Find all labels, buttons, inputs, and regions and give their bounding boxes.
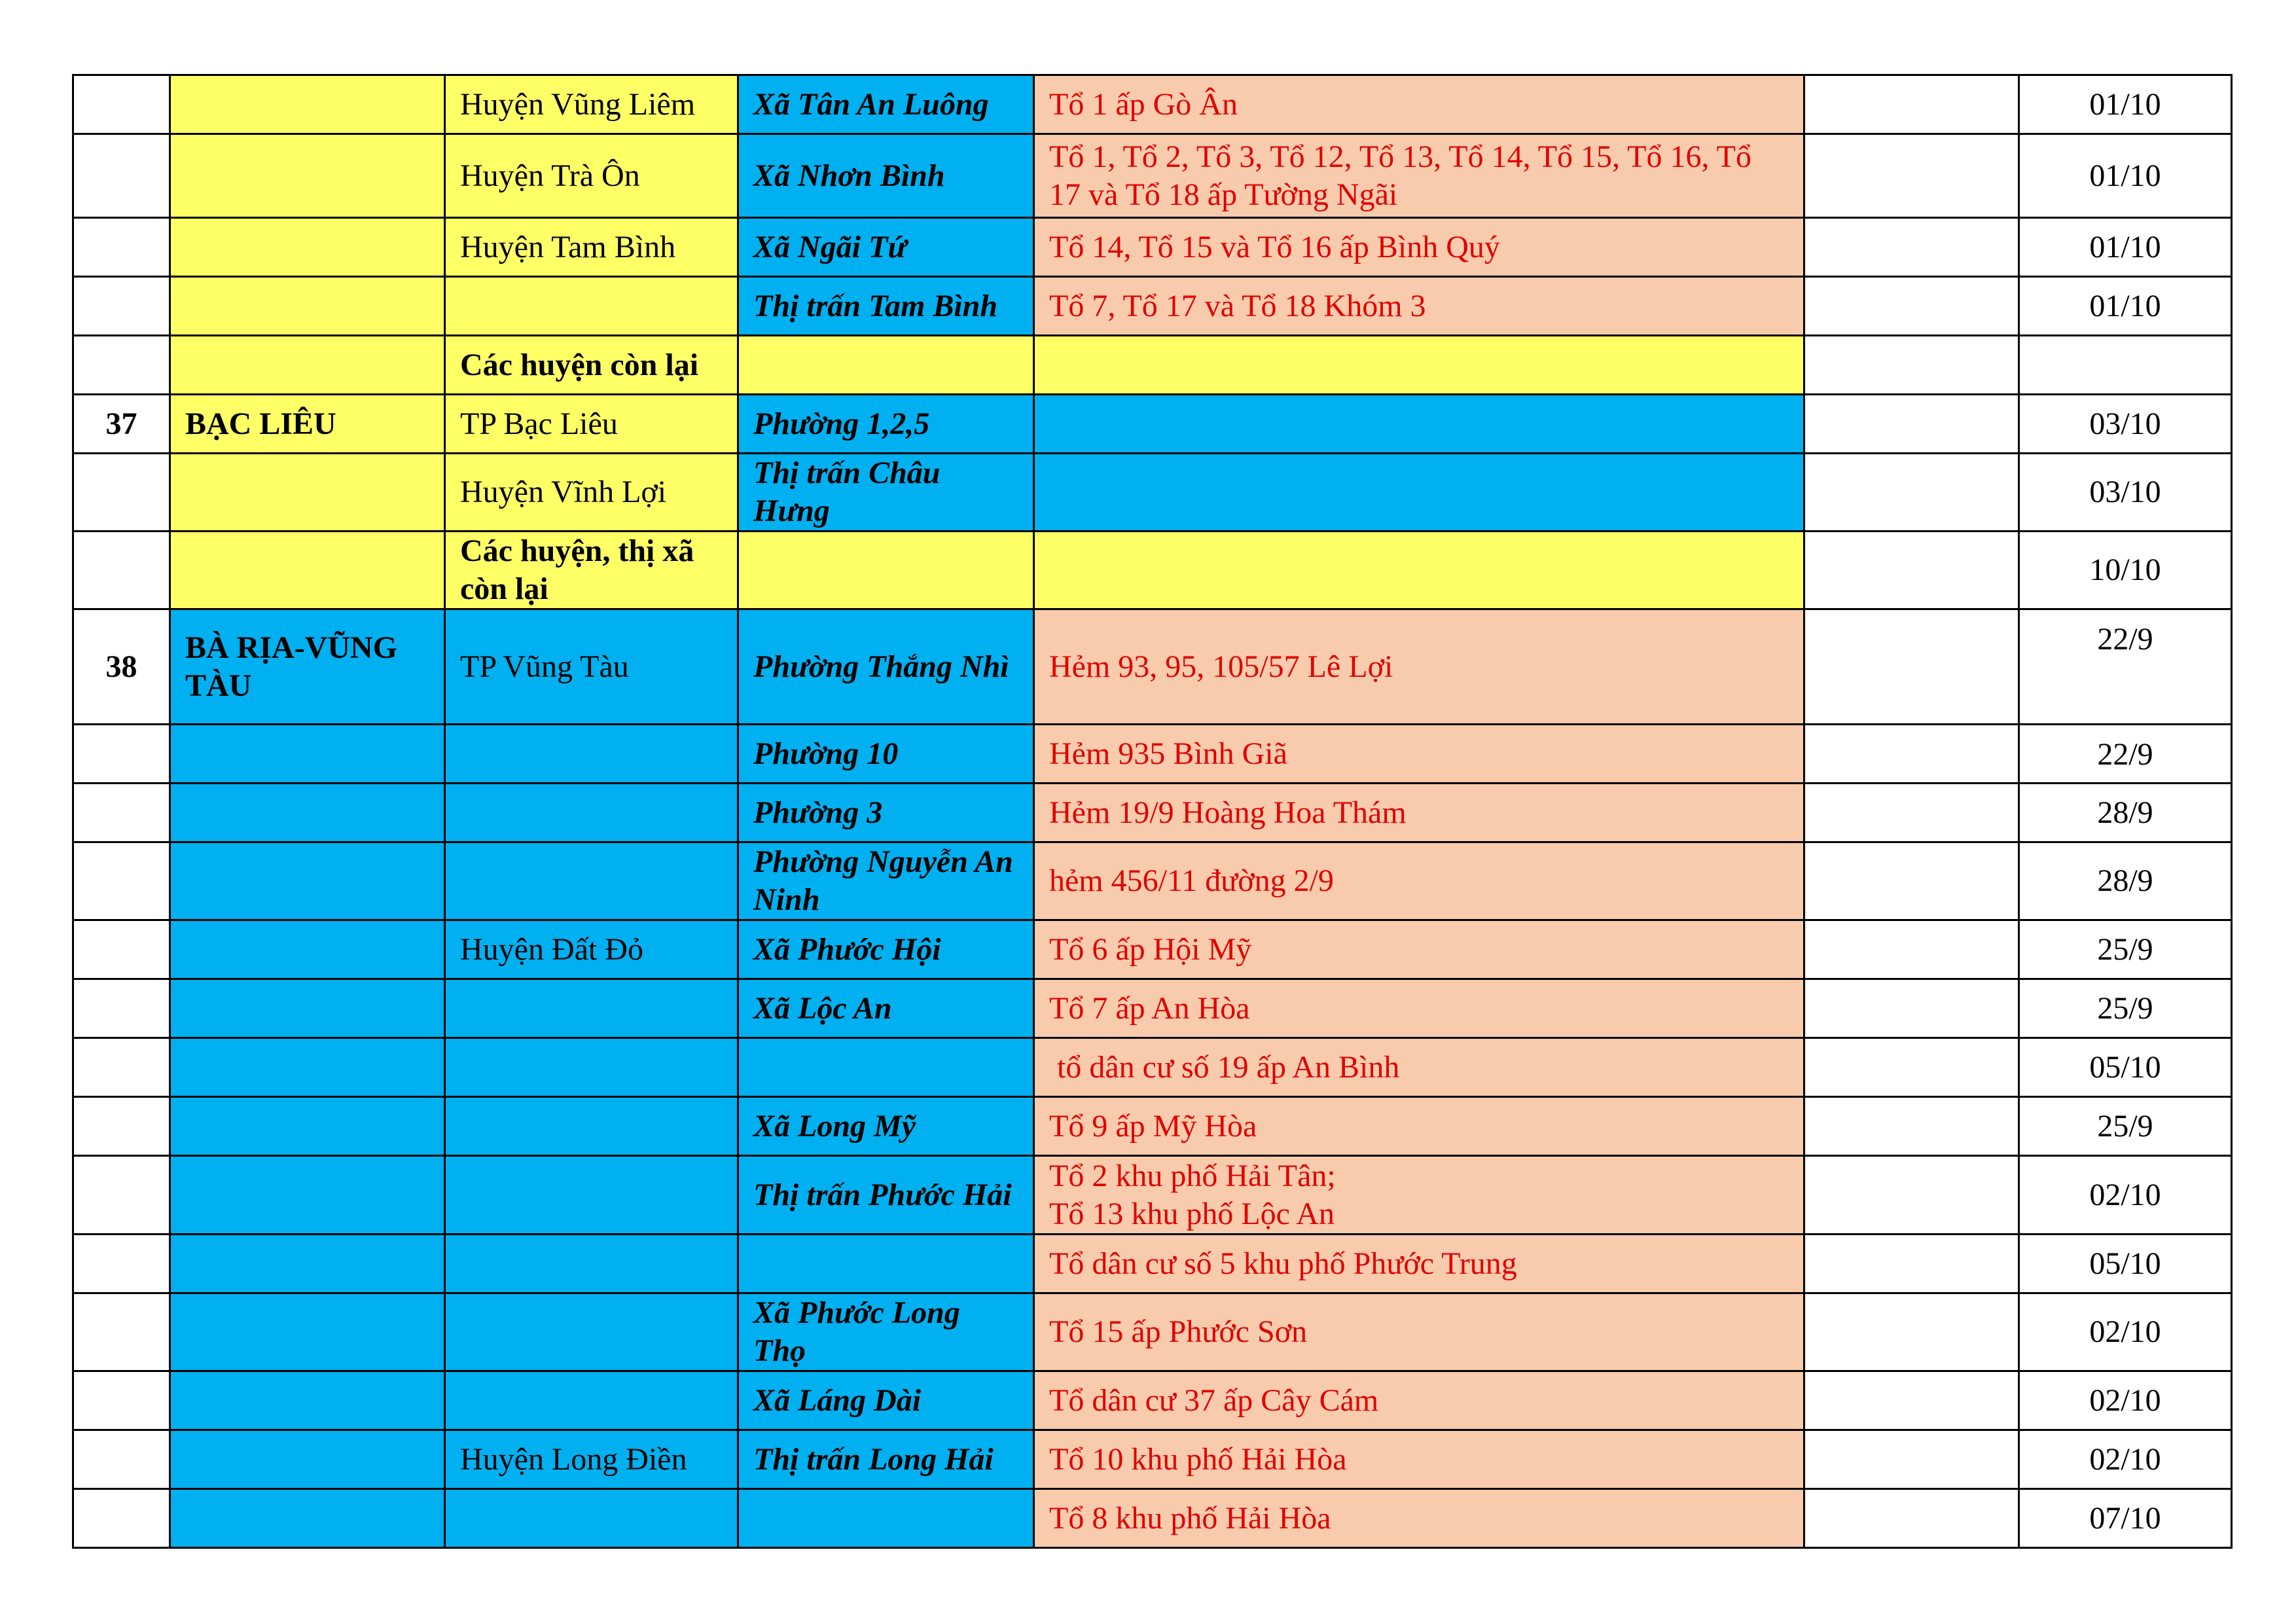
province-cell (170, 1097, 445, 1156)
table-row (73, 1489, 2232, 1548)
date-cell: 01/10 (2019, 218, 2232, 277)
table-row (73, 395, 2232, 454)
stt-cell (73, 532, 170, 609)
province-cell (170, 1156, 445, 1235)
province-cell: BẠC LIÊU (170, 395, 445, 454)
province-cell (170, 454, 445, 532)
ward-cell: Xã Phước Long Thọ (738, 1293, 1034, 1371)
district-cell: Huyện Vũng Liêm (445, 75, 738, 134)
detail-cell: hẻm 456/11 đường 2/9 (1034, 842, 1804, 920)
stt-cell (73, 1293, 170, 1371)
province-cell (170, 75, 445, 134)
note-cell (1804, 395, 2019, 454)
note-cell (1804, 920, 2019, 979)
province-cell (170, 336, 445, 395)
ward-cell: Thị trấn Tam Bình (738, 277, 1034, 336)
date-cell: 25/9 (2019, 1097, 2232, 1156)
ward-cell: Phường 10 (738, 725, 1034, 784)
stt-cell (73, 1038, 170, 1097)
stt-cell (73, 1235, 170, 1293)
ward-cell: Phường 1,2,5 (738, 395, 1034, 454)
stt-cell (73, 336, 170, 395)
detail-cell (1034, 454, 1804, 532)
district-cell: Huyện Tam Bình (445, 218, 738, 277)
province-cell: BÀ RỊA-VŨNG TÀU (170, 609, 445, 725)
detail-line: Tổ 13 khu phố Lộc An (1049, 1196, 1335, 1231)
detail-cell (1034, 1156, 1804, 1235)
locations-table (72, 74, 2233, 1549)
date-cell: 02/10 (2019, 1371, 2232, 1430)
district-cell: Các huyện còn lại (445, 336, 738, 395)
detail-cell: Tổ dân cư số 5 khu phố Phước Trung (1034, 1235, 1804, 1293)
detail-line: Tổ 2 khu phố Hải Tân; (1049, 1158, 1336, 1193)
table-row (73, 979, 2232, 1038)
district-cell (445, 784, 738, 842)
stt-cell (73, 1156, 170, 1235)
district-cell (445, 979, 738, 1038)
stt-cell: 38 (73, 609, 170, 725)
note-cell (1804, 1293, 2019, 1371)
ward-cell (738, 1235, 1034, 1293)
date-cell: 25/9 (2019, 979, 2232, 1038)
district-cell (445, 1156, 738, 1235)
table-row (73, 842, 2232, 920)
table-row (73, 784, 2232, 842)
stt-cell (73, 277, 170, 336)
detail-cell: Tổ 15 ấp Phước Sơn (1034, 1293, 1804, 1371)
ward-cell (738, 1038, 1034, 1097)
table-row (73, 920, 2232, 979)
detail-cell: tổ dân cư số 19 ấp An Bình (1034, 1038, 1804, 1097)
date-cell: 25/9 (2019, 920, 2232, 979)
stt-cell (73, 1430, 170, 1489)
province-cell (170, 277, 445, 336)
province-cell (170, 134, 445, 218)
date-cell: 02/10 (2019, 1293, 2232, 1371)
province-cell (170, 1430, 445, 1489)
detail-cell: Tổ 1, Tổ 2, Tổ 3, Tổ 12, Tổ 13, Tổ 14, Tổ 15, Tổ 16, Tổ 17 và Tổ 18 ấp Tường Ngãi (1034, 134, 1804, 218)
date-cell: 28/9 (2019, 842, 2232, 920)
table-row (73, 134, 2232, 218)
date-cell: 02/10 (2019, 1430, 2232, 1489)
ward-cell: Phường Thắng Nhì (738, 609, 1034, 725)
table-row (73, 336, 2232, 395)
detail-cell: Hẻm 935 Bình Giã (1034, 725, 1804, 784)
table-row (73, 1293, 2232, 1371)
note-cell (1804, 336, 2019, 395)
date-cell: 02/10 (2019, 1156, 2232, 1235)
stt-cell (73, 920, 170, 979)
stt-cell (73, 842, 170, 920)
detail-cell (1034, 532, 1804, 609)
province-cell (170, 1038, 445, 1097)
stt-cell (73, 725, 170, 784)
province-cell (170, 532, 445, 609)
ward-cell: Xã Tân An Luông (738, 75, 1034, 134)
province-cell (170, 725, 445, 784)
stt-cell (73, 784, 170, 842)
province-cell (170, 979, 445, 1038)
stt-cell (73, 75, 170, 134)
detail-cell: Hẻm 19/9 Hoàng Hoa Thám (1034, 784, 1804, 842)
detail-cell: Tổ 1 ấp Gò Ân (1034, 75, 1804, 134)
province-cell (170, 1293, 445, 1371)
date-cell: 03/10 (2019, 395, 2232, 454)
table-row (73, 1430, 2232, 1489)
date-cell: 07/10 (2019, 1489, 2232, 1548)
stt-cell (73, 454, 170, 532)
ward-cell: Xã Lộc An (738, 979, 1034, 1038)
note-cell (1804, 532, 2019, 609)
note-cell (1804, 1038, 2019, 1097)
ward-cell: Xã Nhơn Bình (738, 134, 1034, 218)
table-row (73, 532, 2232, 609)
date-cell: 01/10 (2019, 75, 2232, 134)
detail-cell: Tổ 14, Tổ 15 và Tổ 16 ấp Bình Quý (1034, 218, 1804, 277)
province-cell (170, 842, 445, 920)
note-cell (1804, 725, 2019, 784)
document-page (72, 74, 2233, 1549)
note-cell (1804, 1430, 2019, 1489)
district-cell: Huyện Đất Đỏ (445, 920, 738, 979)
district-cell: Huyện Vĩnh Lợi (445, 454, 738, 532)
province-cell (170, 920, 445, 979)
date-cell: 05/10 (2019, 1038, 2232, 1097)
note-cell (1804, 979, 2019, 1038)
stt-cell (73, 218, 170, 277)
stt-cell (73, 1097, 170, 1156)
province-cell (170, 1371, 445, 1430)
stt-cell: 37 (73, 395, 170, 454)
note-cell (1804, 1156, 2019, 1235)
table-row (73, 1038, 2232, 1097)
ward-cell: Xã Ngãi Tứ (738, 218, 1034, 277)
district-cell (445, 1371, 738, 1430)
district-cell: Huyện Long Điền (445, 1430, 738, 1489)
province-cell (170, 1235, 445, 1293)
table-row (73, 277, 2232, 336)
ward-cell (738, 1489, 1034, 1548)
ward-cell: Thị trấn Châu Hưng (738, 454, 1034, 532)
date-cell: 22/9 (2019, 725, 2232, 784)
stt-cell (73, 1489, 170, 1548)
ward-cell: Thị trấn Phước Hải (738, 1156, 1034, 1235)
detail-cell: Tổ dân cư 37 ấp Cây Cám (1034, 1371, 1804, 1430)
detail-cell: Tổ 8 khu phố Hải Hòa (1034, 1489, 1804, 1548)
date-cell: 01/10 (2019, 134, 2232, 218)
date-cell: 22/9 (2019, 609, 2232, 725)
table-row (73, 1097, 2232, 1156)
detail-cell: Tổ 10 khu phố Hải Hòa (1034, 1430, 1804, 1489)
table-row (73, 454, 2232, 532)
district-cell (445, 1489, 738, 1548)
date-cell (2019, 336, 2232, 395)
note-cell (1804, 454, 2019, 532)
table-row (73, 1371, 2232, 1430)
note-cell (1804, 1097, 2019, 1156)
ward-cell: Xã Long Mỹ (738, 1097, 1034, 1156)
ward-cell (738, 532, 1034, 609)
date-cell: 03/10 (2019, 454, 2232, 532)
detail-cell: Hẻm 93, 95, 105/57 Lê Lợi (1034, 609, 1804, 725)
note-cell (1804, 842, 2019, 920)
table-row (73, 218, 2232, 277)
district-cell (445, 1038, 738, 1097)
table-row (73, 75, 2232, 134)
note-cell (1804, 218, 2019, 277)
table-row (73, 725, 2232, 784)
note-cell (1804, 1489, 2019, 1548)
district-cell (445, 1235, 738, 1293)
detail-cell: Tổ 9 ấp Mỹ Hòa (1034, 1097, 1804, 1156)
ward-cell: Phường 3 (738, 784, 1034, 842)
note-cell (1804, 277, 2019, 336)
ward-cell: Xã Láng Dài (738, 1371, 1034, 1430)
ward-cell: Xã Phước Hội (738, 920, 1034, 979)
province-cell (170, 1489, 445, 1548)
district-cell: TP Bạc Liêu (445, 395, 738, 454)
detail-cell: Tổ 7, Tổ 17 và Tổ 18 Khóm 3 (1034, 277, 1804, 336)
stt-cell (73, 1371, 170, 1430)
stt-cell (73, 134, 170, 218)
ward-cell: Phường Nguyễn An Ninh (738, 842, 1034, 920)
note-cell (1804, 75, 2019, 134)
date-cell: 05/10 (2019, 1235, 2232, 1293)
district-cell: Các huyện, thị xã còn lại (445, 532, 738, 609)
note-cell (1804, 1235, 2019, 1293)
note-cell (1804, 134, 2019, 218)
table-row (73, 609, 2232, 725)
stt-cell (73, 979, 170, 1038)
detail-cell: Tổ 6 ấp Hội Mỹ (1034, 920, 1804, 979)
district-cell (445, 1097, 738, 1156)
district-cell (445, 1293, 738, 1371)
district-cell (445, 842, 738, 920)
detail-cell (1034, 395, 1804, 454)
district-cell: TP Vũng Tàu (445, 609, 738, 725)
date-cell: 28/9 (2019, 784, 2232, 842)
date-cell: 10/10 (2019, 532, 2232, 609)
province-cell (170, 218, 445, 277)
note-cell (1804, 1371, 2019, 1430)
ward-cell: Thị trấn Long Hải (738, 1430, 1034, 1489)
province-cell (170, 784, 445, 842)
detail-cell: Tổ 7 ấp An Hòa (1034, 979, 1804, 1038)
district-cell (445, 725, 738, 784)
note-cell (1804, 609, 2019, 725)
date-cell: 01/10 (2019, 277, 2232, 336)
table-row (73, 1235, 2232, 1293)
table-row (73, 1156, 2232, 1235)
district-cell: Huyện Trà Ôn (445, 134, 738, 218)
district-cell (445, 277, 738, 336)
ward-cell (738, 336, 1034, 395)
detail-cell (1034, 336, 1804, 395)
note-cell (1804, 784, 2019, 842)
